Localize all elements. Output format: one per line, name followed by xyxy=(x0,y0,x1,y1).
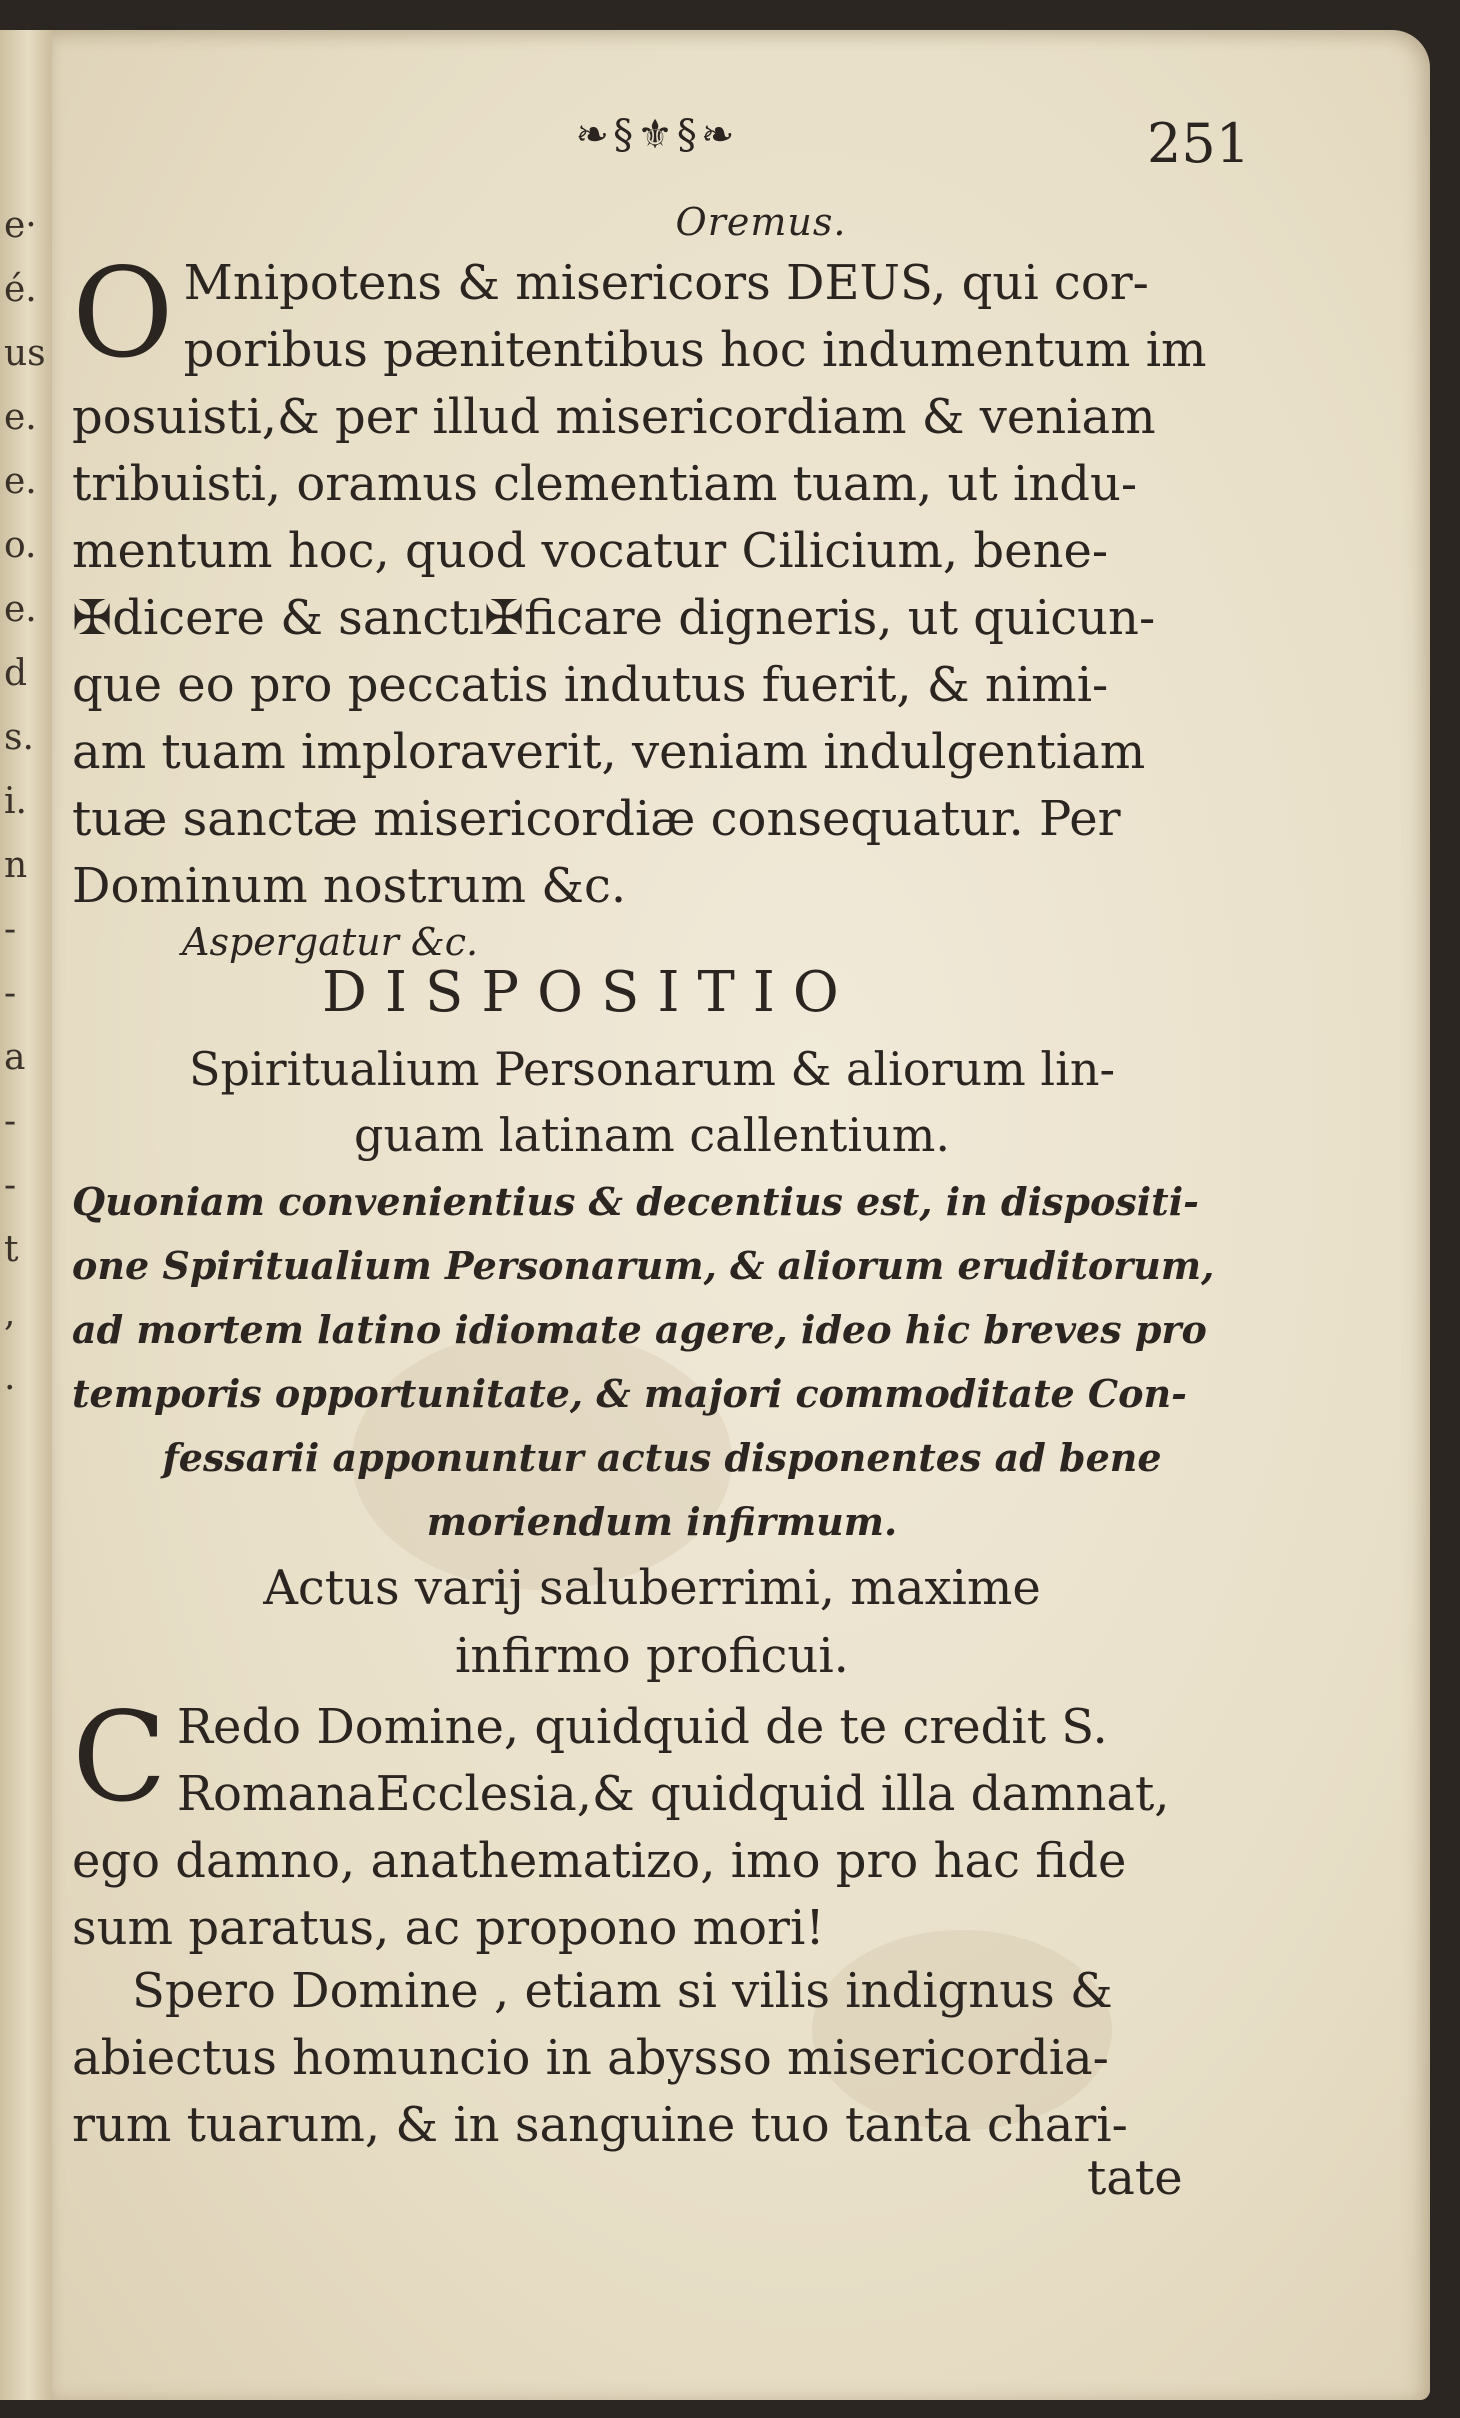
drop-cap-c: C xyxy=(72,1686,167,1830)
section-subtitle: guam latinam callentium. xyxy=(354,1108,950,1162)
acts-title: Actus varij saluberrimi, maxime xyxy=(263,1560,1041,1616)
dispositio-heading: DISPOSITIO xyxy=(322,960,857,1025)
text-line: Dominum nostrum &c. xyxy=(72,858,627,914)
text-line: sum paratus, ac propono mori! xyxy=(72,1900,825,1956)
header-ornament: ❧§⚜§❧ xyxy=(575,112,739,158)
italic-line: Quoniam convenientius & decentius est, in dispositi- xyxy=(72,1179,1199,1224)
aspergatur-rubric: Aspergatur &c. xyxy=(182,920,479,964)
margin-fragment: . xyxy=(4,1357,16,1398)
margin-fragment: us xyxy=(4,333,46,374)
margin-fragment: e. xyxy=(4,461,37,502)
italic-line: ad mortem latino idiomate agere, ideo hic breves pro xyxy=(72,1307,1207,1352)
margin-fragment: - xyxy=(4,1165,17,1206)
adjacent-page-edge xyxy=(0,30,54,2400)
italic-line: fessarii apponuntur actus disponentes ad bene xyxy=(162,1435,1162,1480)
text-line: ego damno, anathematizo, imo pro hac fide xyxy=(72,1833,1127,1889)
margin-fragment: e· xyxy=(4,205,37,246)
italic-instruction xyxy=(72,1170,1252,1554)
margin-fragment: - xyxy=(4,1101,17,1142)
text-line: que eo pro peccatis indutus fuerit, & nimi- xyxy=(72,657,1109,713)
prayer-paragraph xyxy=(72,242,1252,920)
margin-fragment: e. xyxy=(4,397,37,438)
margin-fragment: n xyxy=(4,845,28,886)
margin-fragment: , xyxy=(4,1293,16,1334)
catchword: tate xyxy=(1087,2150,1183,2206)
text-line: abiectus homuncio in abysso misericordia- xyxy=(72,2030,1109,2086)
page-number: 251 xyxy=(1147,112,1251,175)
text-line: Mnipotens & misericors DEUS, qui cor- xyxy=(183,255,1149,311)
acts-title: infirmo proficui. xyxy=(455,1628,849,1684)
section-subtitle: Spiritualium Personarum & aliorum lin- xyxy=(188,1042,1116,1096)
text-line: ✠dicere & sanctı✠ficare digneris, ut quicun- xyxy=(72,590,1156,646)
italic-line: moriendum infirmum. xyxy=(426,1499,898,1544)
text-line: rum tuarum, & in sanguine tuo tanta chari- xyxy=(72,2097,1128,2153)
text-line: tribuisti, oramus clementiam tuam, ut indu- xyxy=(72,456,1138,512)
text-line: poribus pænitentibus hoc indumentum im xyxy=(183,322,1207,378)
margin-fragment: e. xyxy=(4,589,37,630)
text-line: posuisti,& per illud misericordiam & veniam xyxy=(72,389,1156,445)
text-line: Spero Domine , etiam si vilis indignus & xyxy=(132,1963,1113,2019)
italic-line: one Spiritualium Personarum, & aliorum eruditorum, xyxy=(72,1243,1215,1288)
margin-fragment: a xyxy=(4,1037,26,1078)
text-line: RomanaEcclesia,& quidquid illa damnat, xyxy=(176,1766,1170,1822)
oremus-heading: Oremus. xyxy=(675,200,847,244)
margin-fragment: - xyxy=(4,973,17,1014)
credo-paragraph xyxy=(72,1686,1252,1962)
page-header xyxy=(52,112,1430,182)
book-page xyxy=(52,30,1430,2400)
margin-fragment: s. xyxy=(4,717,34,758)
margin-fragment: i. xyxy=(4,781,27,822)
drop-cap-o: O xyxy=(72,242,174,386)
spero-paragraph xyxy=(72,1958,1252,2159)
text-line: Redo Domine, quidquid de te credit S. xyxy=(176,1699,1108,1755)
margin-fragment: - xyxy=(4,909,17,950)
text-line: mentum hoc, quod vocatur Cilicium, bene- xyxy=(72,523,1109,579)
margin-fragment: d xyxy=(4,653,28,694)
margin-fragment: t xyxy=(4,1229,19,1270)
margin-fragment: o. xyxy=(4,525,37,566)
italic-line: temporis opportunitate, & majori commoditate Con- xyxy=(72,1371,1187,1416)
margin-fragment: é. xyxy=(4,269,37,310)
text-line: am tuam imploraverit, veniam indulgentiam xyxy=(72,724,1146,780)
text-line: tuæ sanctæ misericordiæ consequatur. Per xyxy=(72,791,1121,847)
